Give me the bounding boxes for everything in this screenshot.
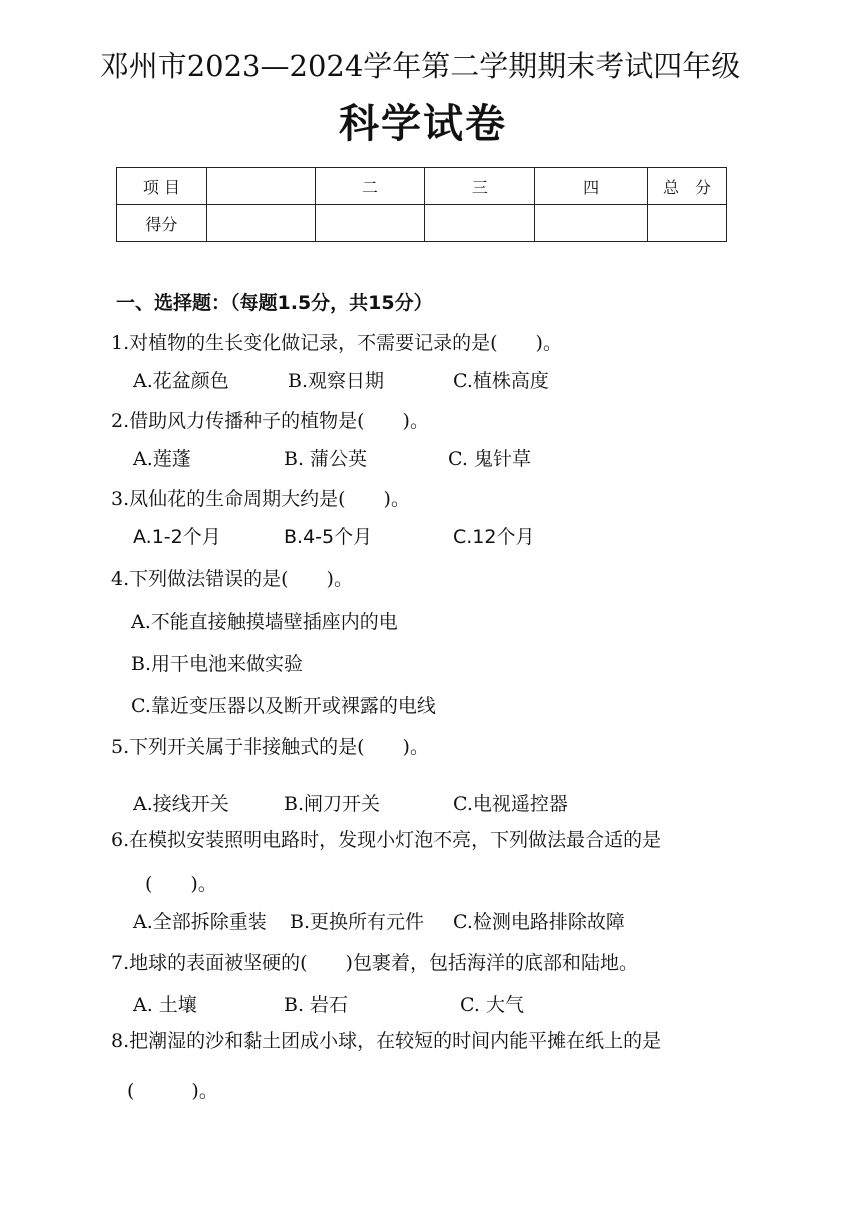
score-cell-section3: 三 <box>425 168 535 205</box>
option-b: B.观察日期 <box>288 370 385 392</box>
score-cell-score-label: 得分 <box>117 205 207 242</box>
option-b: B. 岩石 <box>284 994 349 1016</box>
option-a: A.不能直接触摸墙壁插座内的电 <box>131 611 398 633</box>
option-c: C. 鬼针草 <box>448 448 531 470</box>
question-stem: 2.借助风力传播种子的植物是( )。 <box>111 410 429 432</box>
score-cell-blank <box>648 205 727 242</box>
score-cell-section1 <box>206 168 315 205</box>
question-stem-continued: ( )。 <box>145 873 217 895</box>
option-c: C.12个月 <box>453 526 535 548</box>
option-b: B.更换所有元件 <box>290 911 425 933</box>
score-cell-blank <box>315 205 425 242</box>
exam-title-subject: 科学试卷 <box>339 100 507 147</box>
option-b: B.4-5个月 <box>284 526 373 548</box>
score-cell-section4: 四 <box>535 168 648 205</box>
question-stem: 7.地球的表面被坚硬的( )包裹着，包括海洋的底部和陆地。 <box>111 952 638 974</box>
score-cell-section2: 二 <box>315 168 425 205</box>
option-b: B.闸刀开关 <box>284 793 381 815</box>
question-stem: 8.把潮湿的沙和黏土团成小球，在较短的时间内能平摊在纸上的是 <box>111 1030 662 1052</box>
option-a: A.接线开关 <box>133 793 229 815</box>
question-stem: 3.凤仙花的生命周期大约是( )。 <box>111 488 410 510</box>
score-cell-total: 总 分 <box>648 168 727 205</box>
option-a: A.花盆颜色 <box>133 370 229 392</box>
section-heading: 一、选择题：（每题1.5分，共15分） <box>116 292 433 314</box>
score-table-score-row <box>117 205 727 242</box>
option-b: B.用干电池来做实验 <box>131 653 304 675</box>
score-cell-item-label: 项 目 <box>117 168 207 205</box>
score-table-header-row <box>117 168 727 205</box>
option-a: A. 土壤 <box>133 994 197 1016</box>
score-table <box>116 167 727 242</box>
question-stem: 4.下列做法错误的是( )。 <box>111 568 353 590</box>
question-stem: 5.下列开关属于非接触式的是( )。 <box>111 736 429 758</box>
option-a: A.全部拆除重装 <box>133 911 267 933</box>
question-stem: 1.对植物的生长变化做记录，不需要记录的是( )。 <box>111 332 562 354</box>
option-c: C.植株高度 <box>453 370 549 392</box>
score-cell-blank <box>535 205 648 242</box>
option-a: A.莲蓬 <box>133 448 191 470</box>
question-stem-continued: ( )。 <box>127 1080 218 1102</box>
option-a: A.1-2个月 <box>133 526 221 548</box>
score-cell-blank <box>206 205 315 242</box>
option-c: C.检测电路排除故障 <box>453 911 625 933</box>
option-b: B. 蒲公英 <box>284 448 368 470</box>
question-stem: 6.在模拟安装照明电路时，发现小灯泡不亮，下列做法最合适的是 <box>111 829 662 851</box>
option-c: C.靠近变压器以及断开或裸露的电线 <box>131 695 436 717</box>
exam-title-line1: 邓州市2023—2024学年第二学期期末考试四年级 <box>99 49 741 83</box>
option-c: C. 大气 <box>460 994 524 1016</box>
score-cell-blank <box>425 205 535 242</box>
option-c: C.电视遥控器 <box>453 793 568 815</box>
